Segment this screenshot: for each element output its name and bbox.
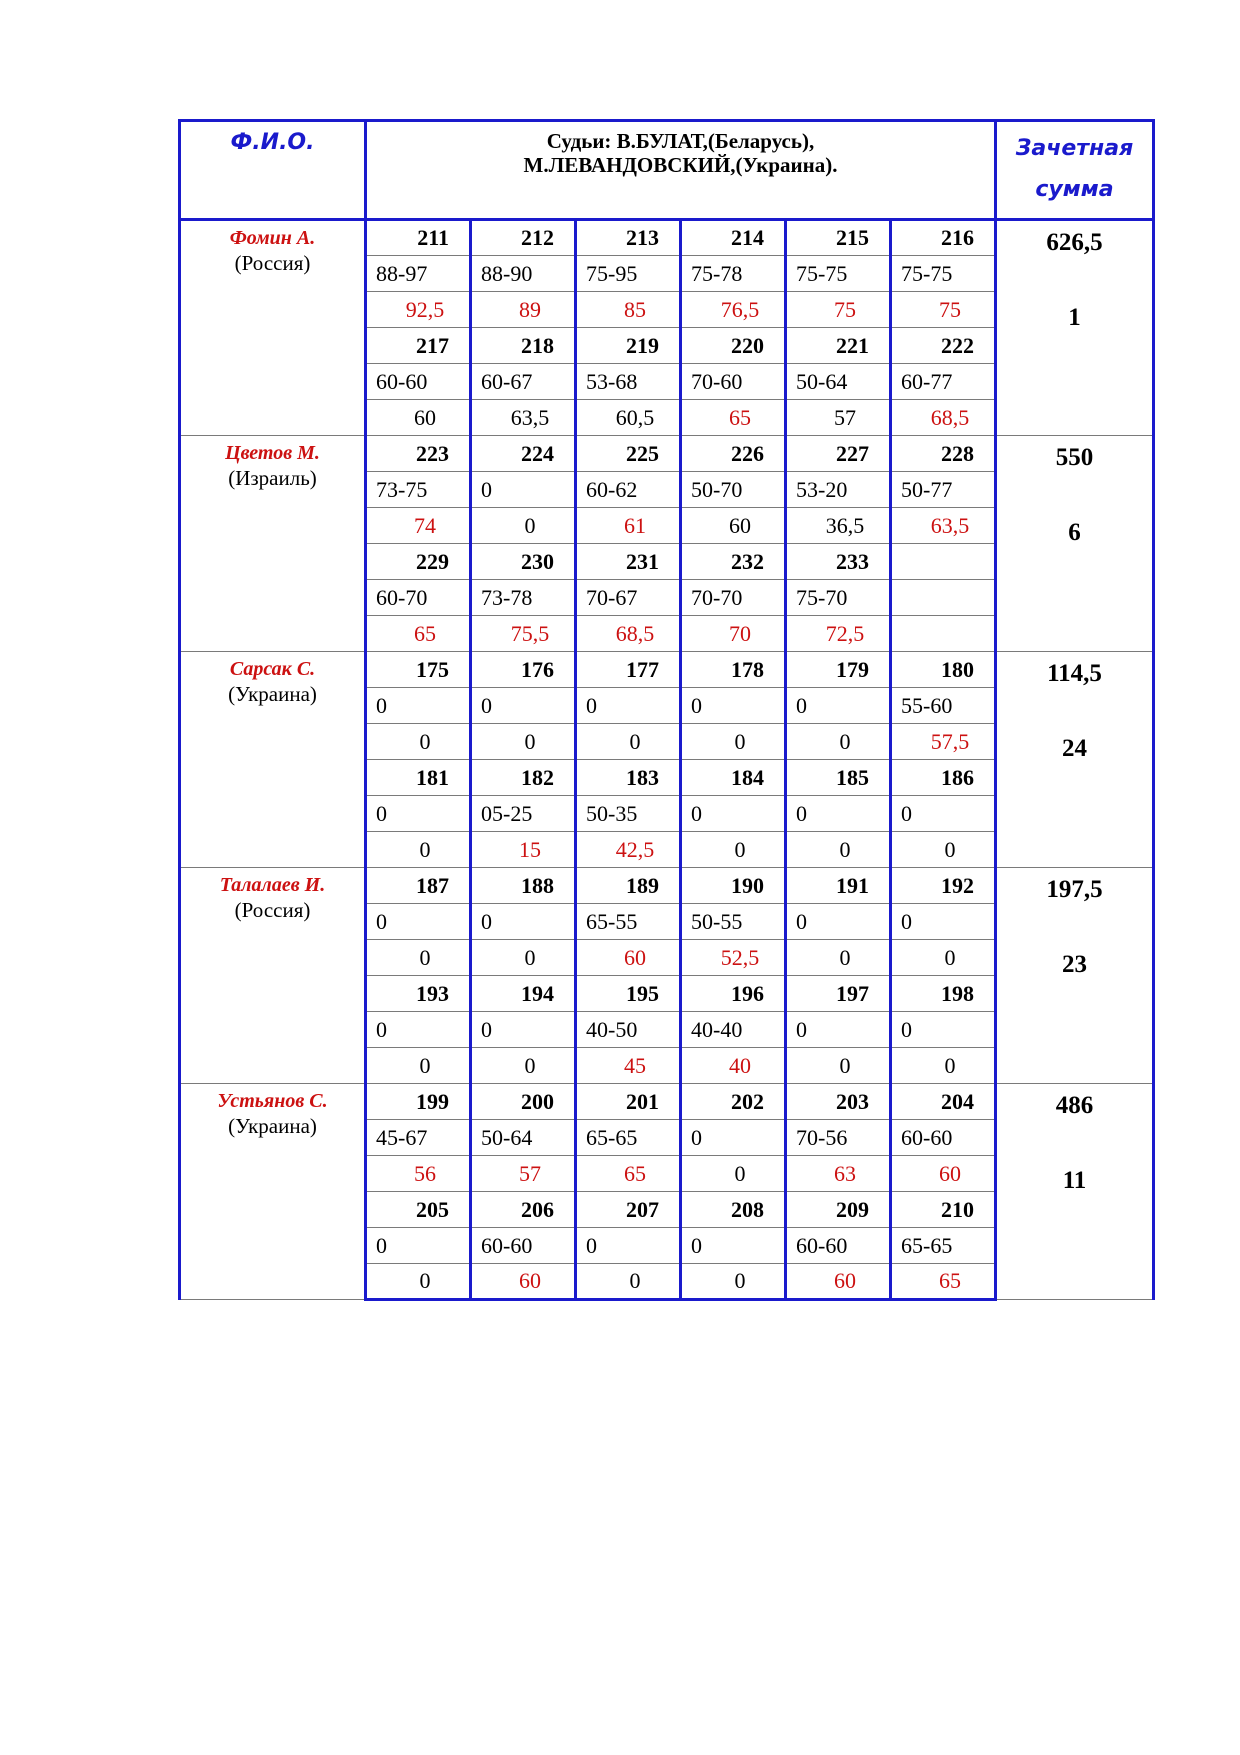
participant-total-cell [996,652,1154,868]
judge-scores: 70-56 [786,1120,891,1156]
work-points: 0 [576,1264,681,1300]
work-number: 188 [471,868,576,904]
work-number: 199 [366,1084,471,1120]
work-points: 60 [891,1156,996,1192]
judges-line-1: Судьи: В.БУЛАТ,(Беларусь), [546,129,815,153]
work-points: 75 [786,292,891,328]
work-number: 215 [786,220,891,256]
work-number: 222 [891,328,996,364]
work-number: 226 [681,436,786,472]
final-place: 6 [1068,519,1081,546]
work-points: 45 [576,1048,681,1084]
work-number: 207 [576,1192,681,1228]
work-number: 220 [681,328,786,364]
judge-scores: 65-55 [576,904,681,940]
participant-name-cell [180,652,366,868]
judge-scores: 0 [891,1012,996,1048]
work-number: 231 [576,544,681,580]
final-place: 11 [1062,1167,1087,1194]
work-points: 65 [366,616,471,652]
judge-scores: 60-60 [786,1228,891,1264]
work-points: 0 [471,508,576,544]
final-place: 24 [1062,735,1087,762]
work-points: 0 [366,940,471,976]
work-number: 193 [366,976,471,1012]
work-points: 72,5 [786,616,891,652]
work-points: 63,5 [471,400,576,436]
work-points: 74 [366,508,471,544]
judge-scores: 0 [471,1012,576,1048]
judge-scores: 0 [891,904,996,940]
work-points: 63,5 [891,508,996,544]
judge-scores: 60-70 [366,580,471,616]
work-points: 0 [786,832,891,868]
participant-row-works [180,1084,1154,1120]
work-points: 0 [366,832,471,868]
participant-row-works [180,652,1154,688]
judges-line-2: М.ЛЕВАНДОВСКИЙ,(Украина). [523,153,838,178]
work-number: 185 [786,760,891,796]
judge-scores: 0 [366,688,471,724]
work-points: 0 [786,724,891,760]
work-points: 68,5 [891,400,996,436]
judge-scores: 60-62 [576,472,681,508]
judge-scores: 50-55 [681,904,786,940]
work-number: 192 [891,868,996,904]
work-points: 0 [471,1048,576,1084]
work-number: 198 [891,976,996,1012]
work-points: 89 [471,292,576,328]
judge-scores: 0 [471,904,576,940]
participant-row-works [180,220,1154,256]
work-number: 210 [891,1192,996,1228]
judge-scores: 88-90 [471,256,576,292]
judge-scores: 73-78 [471,580,576,616]
work-number: 181 [366,760,471,796]
work-number: 194 [471,976,576,1012]
judge-scores: 53-68 [576,364,681,400]
work-points: 65 [681,400,786,436]
work-number: 177 [576,652,681,688]
work-number: 206 [471,1192,576,1228]
work-points: 75,5 [471,616,576,652]
total-sum: 486 [1055,1092,1094,1119]
work-number: 223 [366,436,471,472]
work-points: 0 [366,1048,471,1084]
work-number: 227 [786,436,891,472]
work-points: 61 [576,508,681,544]
work-points: 0 [681,724,786,760]
judge-scores: 40-50 [576,1012,681,1048]
total-sum: 550 [1055,444,1094,471]
judge-scores: 0 [681,688,786,724]
work-points: 75 [891,292,996,328]
participant-total-cell [996,436,1154,652]
judge-scores: 60-60 [891,1120,996,1156]
judge-scores: 0 [681,796,786,832]
work-points: 0 [786,940,891,976]
work-number: 197 [786,976,891,1012]
work-points: 42,5 [576,832,681,868]
participant-name: Фомин А. [229,227,316,249]
work-number: 216 [891,220,996,256]
work-points: 65 [576,1156,681,1192]
work-number: 201 [576,1084,681,1120]
work-points: 85 [576,292,681,328]
work-points: 70 [681,616,786,652]
judge-scores: 0 [786,904,891,940]
judge-scores: 75-75 [891,256,996,292]
judge-scores: 0 [471,688,576,724]
work-number: 217 [366,328,471,364]
work-points: 56 [366,1156,471,1192]
work-number [891,544,996,580]
judge-scores: 0 [366,796,471,832]
work-number: 184 [681,760,786,796]
work-points: 0 [471,940,576,976]
work-number: 214 [681,220,786,256]
judge-scores: 0 [576,1228,681,1264]
judge-scores: 0 [681,1228,786,1264]
work-number: 212 [471,220,576,256]
participant-name-cell [180,868,366,1084]
work-number: 229 [366,544,471,580]
participant-total-cell [996,1084,1154,1300]
work-points: 36,5 [786,508,891,544]
work-points: 76,5 [681,292,786,328]
results-table [178,119,1155,1301]
participant-name: Талалаев И. [219,874,326,896]
work-number: 228 [891,436,996,472]
participant-country: (Украина) [228,682,317,706]
judge-scores: 45-67 [366,1120,471,1156]
judge-scores: 88-97 [366,256,471,292]
judge-scores: 75-75 [786,256,891,292]
work-points: 57,5 [891,724,996,760]
work-number: 183 [576,760,681,796]
work-number: 209 [786,1192,891,1228]
judge-scores: 0 [366,1012,471,1048]
judge-scores: 60-77 [891,364,996,400]
work-points: 0 [366,1264,471,1300]
work-points: 15 [471,832,576,868]
name-column-header: Ф.И.О. [180,121,366,220]
work-points: 60 [366,400,471,436]
work-points: 60 [471,1264,576,1300]
judge-scores [891,580,996,616]
judge-scores: 50-35 [576,796,681,832]
participant-name-cell [180,436,366,652]
participant-name-cell [180,220,366,436]
judge-scores: 75-78 [681,256,786,292]
work-number: 213 [576,220,681,256]
judge-scores: 0 [576,688,681,724]
work-number: 186 [891,760,996,796]
work-number: 189 [576,868,681,904]
work-points: 60 [681,508,786,544]
work-number: 233 [786,544,891,580]
work-points: 0 [681,832,786,868]
work-number: 202 [681,1084,786,1120]
judge-scores: 73-75 [366,472,471,508]
work-points: 57 [471,1156,576,1192]
work-number: 232 [681,544,786,580]
judge-scores: 70-67 [576,580,681,616]
judge-scores: 0 [366,1228,471,1264]
work-number: 224 [471,436,576,472]
work-points: 57 [786,400,891,436]
judge-scores: 65-65 [891,1228,996,1264]
judge-scores: 0 [786,1012,891,1048]
work-number: 219 [576,328,681,364]
judge-scores: 55-60 [891,688,996,724]
judge-scores: 0 [786,688,891,724]
work-points: 0 [786,1048,891,1084]
work-number: 225 [576,436,681,472]
judge-scores: 75-95 [576,256,681,292]
judge-scores: 0 [471,472,576,508]
judge-scores: 0 [786,796,891,832]
work-number: 204 [891,1084,996,1120]
judge-scores: 70-70 [681,580,786,616]
total-header-line-1: Зачетная [1015,136,1134,162]
participant-row-works [180,868,1154,904]
total-sum: 626,5 [1046,229,1103,256]
judge-scores: 05-25 [471,796,576,832]
work-points: 0 [681,1264,786,1300]
participant-country: (Украина) [228,1114,317,1138]
judge-scores: 50-64 [786,364,891,400]
work-number: 195 [576,976,681,1012]
work-points: 60 [786,1264,891,1300]
participant-total-cell [996,220,1154,436]
work-points: 0 [366,724,471,760]
work-number: 190 [681,868,786,904]
header-row [180,121,1154,220]
work-points: 0 [576,724,681,760]
work-number: 218 [471,328,576,364]
judge-scores: 60-60 [366,364,471,400]
work-points: 40 [681,1048,786,1084]
work-points: 63 [786,1156,891,1192]
work-number: 182 [471,760,576,796]
total-column-header [996,121,1154,220]
work-number: 203 [786,1084,891,1120]
work-points: 60,5 [576,400,681,436]
judges-header [366,121,996,220]
work-points: 0 [471,724,576,760]
work-number: 180 [891,652,996,688]
judge-scores: 0 [366,904,471,940]
judge-scores: 65-65 [576,1120,681,1156]
work-number: 176 [471,652,576,688]
work-points: 0 [891,940,996,976]
work-points: 0 [681,1156,786,1192]
judge-scores: 53-20 [786,472,891,508]
work-number: 205 [366,1192,471,1228]
total-header-line-2: сумма [1035,177,1114,202]
judge-scores: 70-60 [681,364,786,400]
participant-country: (Россия) [234,898,311,922]
judge-scores: 60-67 [471,364,576,400]
judge-scores: 75-70 [786,580,891,616]
participant-country: (Россия) [234,251,311,275]
final-place: 1 [1068,304,1081,331]
work-points: 92,5 [366,292,471,328]
work-points: 60 [576,940,681,976]
final-place: 23 [1062,951,1087,978]
work-number: 178 [681,652,786,688]
participant-name-cell [180,1084,366,1300]
participant-name: Устьянов С. [217,1090,328,1112]
judge-scores: 0 [681,1120,786,1156]
work-number: 187 [366,868,471,904]
work-points [891,616,996,652]
work-number: 221 [786,328,891,364]
work-points: 68,5 [576,616,681,652]
participant-row-works [180,436,1154,472]
work-number: 208 [681,1192,786,1228]
participant-total-cell [996,868,1154,1084]
work-number: 200 [471,1084,576,1120]
work-points: 52,5 [681,940,786,976]
total-sum: 197,5 [1046,876,1103,903]
work-number: 230 [471,544,576,580]
participant-country: (Израиль) [228,466,317,490]
total-sum: 114,5 [1047,660,1102,687]
work-points: 0 [891,1048,996,1084]
work-points: 0 [891,832,996,868]
judge-scores: 60-60 [471,1228,576,1264]
judge-scores: 50-70 [681,472,786,508]
work-number: 179 [786,652,891,688]
work-number: 211 [366,220,471,256]
judge-scores: 50-77 [891,472,996,508]
judge-scores: 0 [891,796,996,832]
participant-name: Сарсак С. [229,658,316,680]
judge-scores: 50-64 [471,1120,576,1156]
work-number: 191 [786,868,891,904]
work-number: 196 [681,976,786,1012]
work-points: 65 [891,1264,996,1300]
work-number: 175 [366,652,471,688]
judge-scores: 40-40 [681,1012,786,1048]
participant-name: Цветов М. [225,442,320,464]
